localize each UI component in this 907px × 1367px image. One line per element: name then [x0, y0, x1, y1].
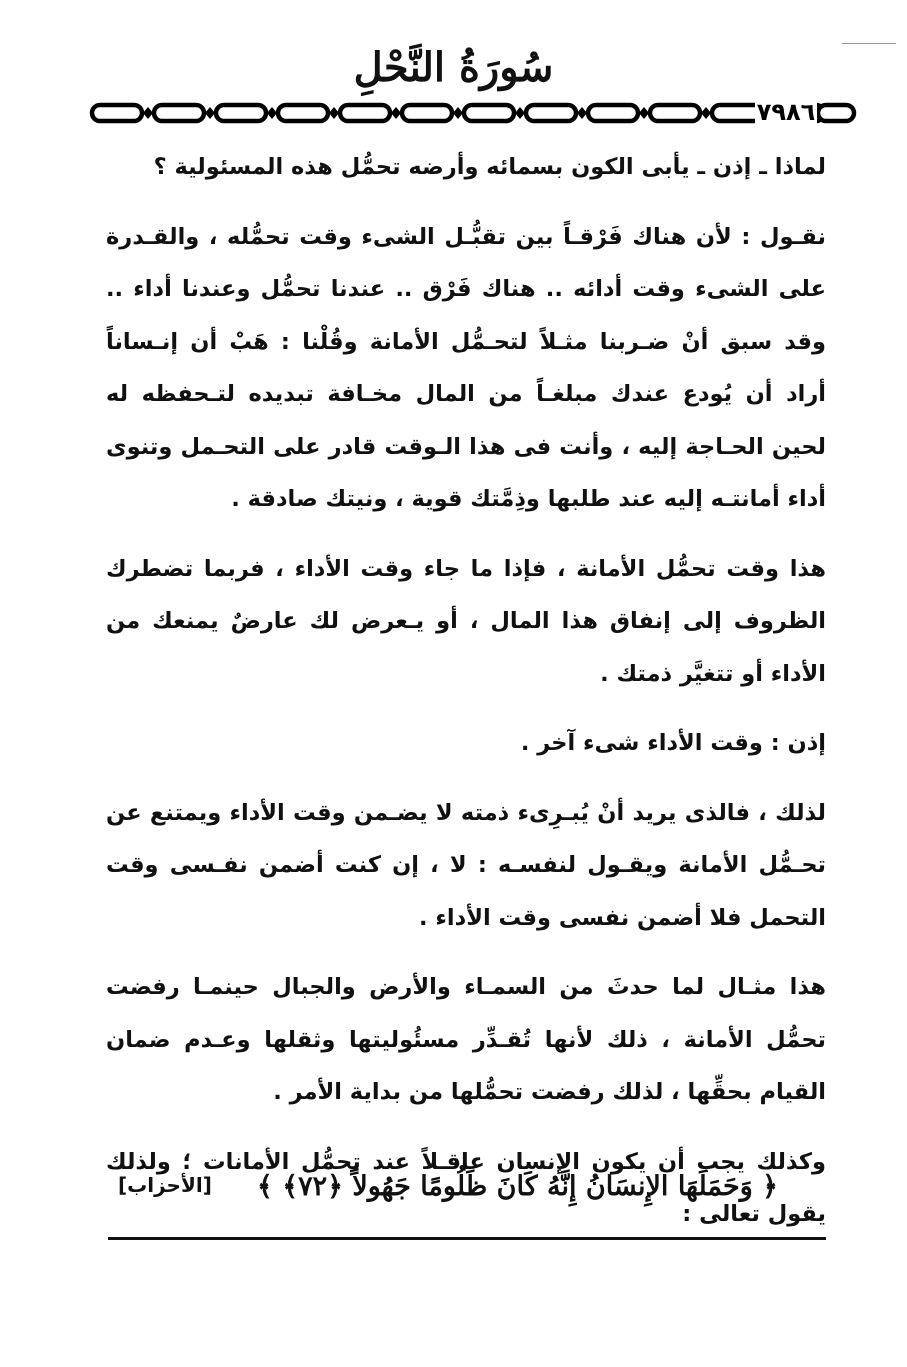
surah-title: سُورَةُ النَّحْلِ: [353, 44, 554, 91]
quran-verse-row: [106, 1159, 826, 1215]
paragraph-4: إذن : وقت الأداء شىء آخر .: [520, 730, 826, 756]
surah-reference: [الأحزاب]: [118, 1173, 212, 1197]
paragraph-5: لذلك ، فالذى يريد أنْ يُبـرِىء ذمته لا يضـمن وقت الأداء ويمتنع عن تحـمُّل الأمانة ويقـول لنفسـه : لا ، إن كنت أضمن نفـسى وقت التحمل فلا أضمن نفسى وقت الأداء .: [106, 799, 826, 931]
paragraph-7: وكذلك يجب أن يكون الإنسان عاقـلاً عند تحمُّل الأمانات ؛ ولذلك يقول تعالى :: [106, 1148, 826, 1227]
page-number: ٧٩٨٦: [755, 95, 817, 129]
paragraph-2: نقـول : لأن هناك فَرْقـاً بين تقبُّـل الشىء وقت تحمُّله ، والقـدرة على الشىء وقت أدائه .. هناك فَرْق .. عندنا تحمُّل وعندنا أداء .. وقد سبق أنْ ضـربنا مثـلاً لتحـمُّل الأمانة وقُلْنا : هَبْ أن إنـساناً أراد أن يُودع عندك مبلغـاً من المال مخـافة تبديده لتـحفظه له لحين الحـاجة إليه ، وأنت فى هذا الـوقت قادر على التحـمل وتنوى أداء أمانتـه إليه عند طلبها وذِمَّتك قوية ، ونيتك صادقة .: [106, 223, 826, 512]
footer-rule: [108, 1237, 826, 1240]
ornamental-border: [88, 100, 858, 126]
quran-verse: ﴿ وَحَمَلَهَا الإِنسَانُ إِنَّهُ كَانَ ظَلُومًا جَهُولاً ﴿٧٢﴾ ﴾: [257, 1171, 778, 1202]
paragraph-3: هذا وقت تحمُّل الأمانة ، فإذا ما جاء وقت الأداء ، فربما تضطرك الظروف إلى إنفاق هذا المال ، أو يـعرض لك عارضٌ يمنعك من الأداء أو تتغيَّر ذمتك .: [106, 555, 826, 687]
paragraph-6: هذا مثـال لما حدثَ من السمـاء والأرض والجبال حينمـا رفضت تحمُّل الأمانة ، ذلك لأنها تُقـدِّر مسئُوليتها وثقلها وعـدم ضمان القيام بحقِّها ، لذلك رفضت تحمُّلها من بداية الأمر .: [106, 974, 826, 1105]
page-body: [106, 141, 826, 1241]
paragraph-1: لماذا ـ إذن ـ يأبى الكون بسمائه وأرضه تحمُّل هذه المسئولية ؟: [153, 154, 826, 180]
